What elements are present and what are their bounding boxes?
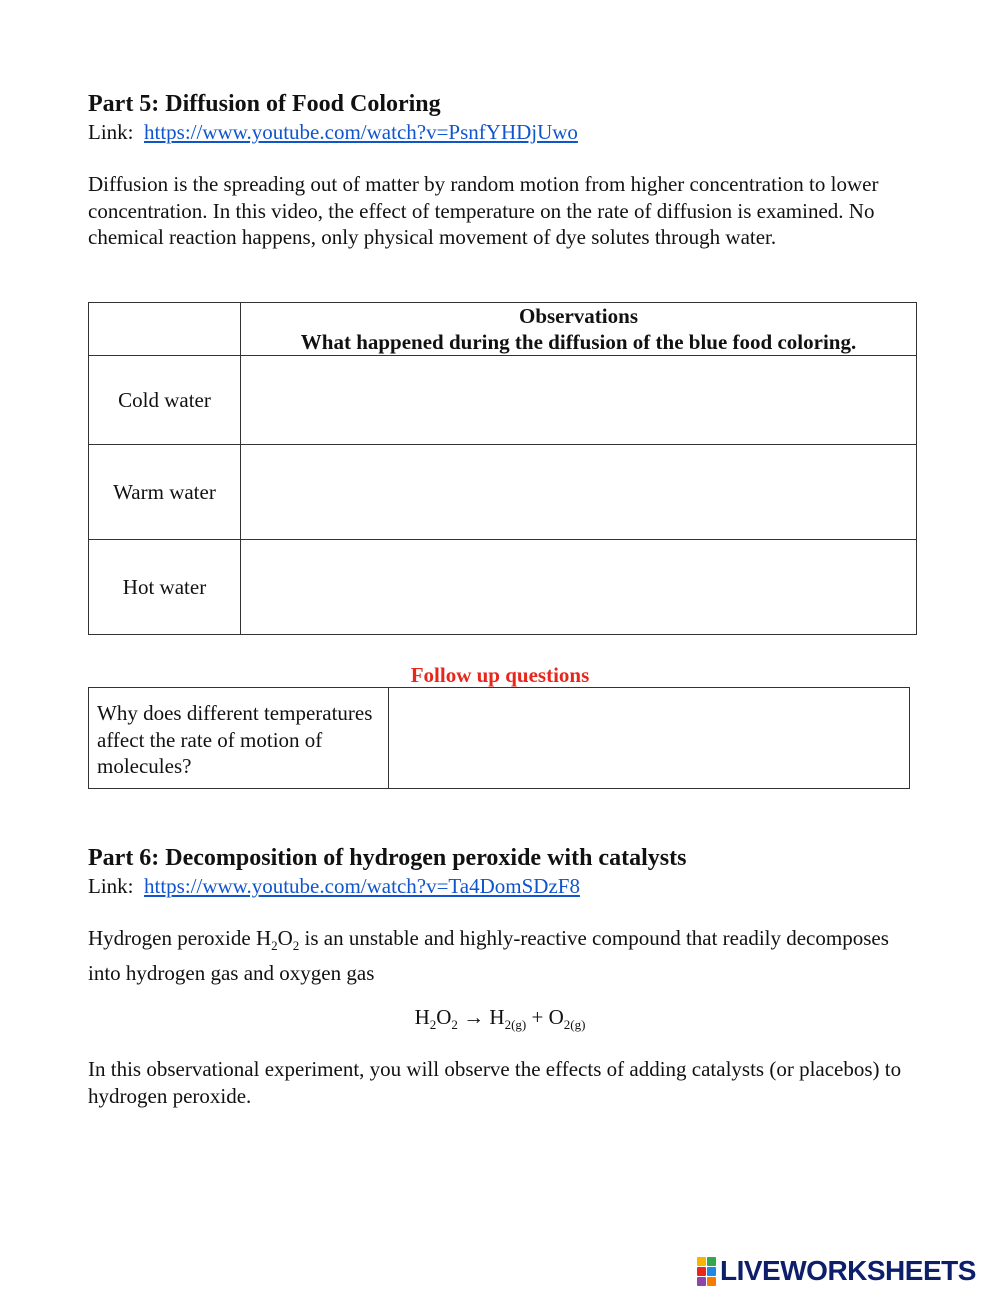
part5-link-label: Link: [88,120,134,144]
desc-subscript: 2 [271,938,278,954]
table-row [89,688,910,789]
part6-description [88,925,918,986]
row-label-warm: Warm water [89,445,241,540]
part5-title: Part 5: Diffusion of Food Coloring [88,91,441,117]
row-label-hot: Hot water [89,540,241,635]
eq-text: H [414,1005,430,1029]
followup-answer-cell[interactable] [389,688,910,789]
desc-subscript: 2 [292,938,300,954]
part6-video-link[interactable]: https://www.youtube.com/watch?v=Ta4DomSDzF8 [144,874,580,898]
eq-text: H [489,1005,505,1029]
observations-header [241,303,917,356]
eq-subscript: 2 [429,1017,437,1033]
part5-video-link[interactable]: https://www.youtube.com/watch?v=PsnfYHDjUwo [144,120,578,144]
eq-text: O [436,1005,452,1029]
desc-text: O [277,926,293,950]
eq-plus: + [526,1005,549,1029]
observations-header-subtitle: What happened during the diffusion of the blue food coloring. [300,330,857,354]
header-empty-cell [89,303,241,356]
table-header-row [89,303,917,356]
part6-closing: In this observational experiment, you will observe the effects of adding catalysts (or placebos) to hydrogen peroxide. [88,1057,902,1108]
desc-text: is an unstable and highly-reactive compound that readily decomposes into hydrogen gas and oxygen gas [88,926,889,985]
observations-header-title: Observations [518,304,638,328]
answer-cell-cold[interactable] [241,356,917,445]
row-label-cold: Cold water [89,356,241,445]
eq-subscript: 2(g) [563,1017,586,1033]
liveworksheets-brand [697,1256,976,1286]
observations-table [88,302,917,635]
table-row [89,445,917,540]
answer-cell-warm[interactable] [241,445,917,540]
followup-table [88,687,910,789]
brand-wordmark: LIVEWORKSHEETS [720,1255,976,1286]
liveworksheets-logo-icon [697,1257,716,1286]
eq-arrow: → [457,1005,490,1029]
decomposition-equation [0,1004,1000,1038]
followup-question: Why does different temperatures affect the rate of motion of molecules? [89,688,389,789]
eq-subscript: 2 [451,1017,458,1033]
part6-title: Part 6: Decomposition of hydrogen peroxide with catalysts [88,845,687,871]
part6-link-label: Link: [88,874,134,898]
eq-subscript: 2(g) [504,1017,527,1033]
table-row [89,356,917,445]
followup-title: Follow up questions [410,663,590,687]
table-row [89,540,917,635]
part5-link-line [88,119,578,145]
eq-text: O [548,1005,564,1029]
part6-link-line [88,873,580,899]
part5-description: Diffusion is the spreading out of matter by random motion from higher concentration to lower concentration. In this video, the effect of temperature on the rate of diffusion is examined. No chemical reaction happens, only physical movement of dye solutes through water. [88,172,879,249]
desc-text: Hydrogen peroxide H [88,926,272,950]
answer-cell-hot[interactable] [241,540,917,635]
